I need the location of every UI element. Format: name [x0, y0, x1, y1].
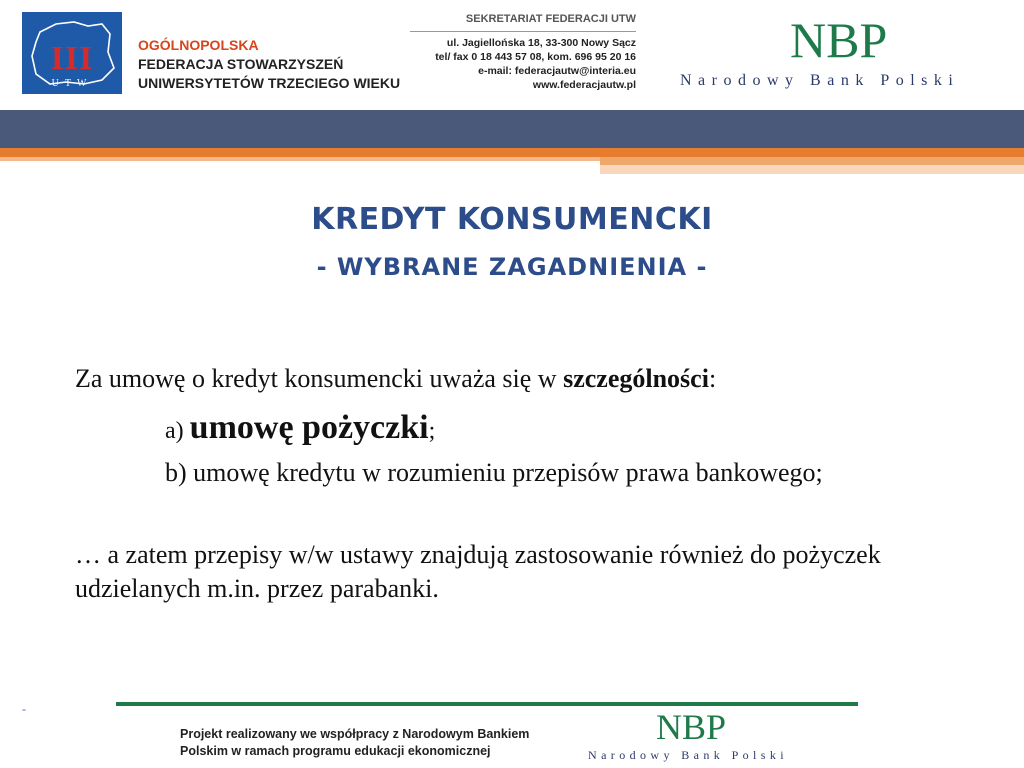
intro-bold: szczególności	[563, 364, 709, 393]
intro-paragraph	[75, 362, 716, 396]
logo-utw-text: UTW	[51, 78, 93, 89]
secretariat-address: ul. Jagiellońska 18, 33-300 Nowy Sącz	[446, 37, 636, 49]
footer-line-1: Projekt realizowany we współpracy z Narodowym Bankiem	[180, 727, 530, 741]
intro-text: Za umowę o kredyt konsumencki uważa się w	[75, 364, 564, 393]
header-bar-peach-right	[600, 165, 1024, 174]
footer-dash: -	[22, 702, 26, 716]
logo-roman-numeral: III	[50, 40, 94, 77]
nbp-subtitle-top: Narodowy Bank Polski	[680, 72, 960, 89]
federation-line-3: UNIWERSYTETÓW TRZECIEGO WIEKU	[138, 75, 401, 91]
item-a-prefix: a)	[165, 418, 190, 444]
item-a-bold: umowę pożyczki	[189, 409, 429, 446]
federation-line-1: OGÓLNOPOLSKA	[138, 37, 259, 53]
slide-title: KREDYT KONSUMENCKI	[311, 202, 713, 237]
slide-subtitle: - WYBRANE ZAGADNIENIA -	[316, 253, 708, 281]
nbp-logo-top: NBP	[790, 12, 888, 68]
item-a	[165, 408, 435, 451]
header-bar-peach-left	[0, 157, 600, 161]
federation-line-2: FEDERACJA STOWARZYSZEŃ	[138, 56, 344, 72]
header-bar-orange	[0, 148, 1024, 157]
header-bar-blue	[0, 110, 1024, 148]
secretariat-title: SEKRETARIAT FEDERACJI UTW	[410, 12, 636, 32]
secretariat-phone: tel/ fax 0 18 443 57 08, kom. 696 95 20 16	[435, 51, 636, 63]
secretariat-email: e-mail: federacjautw@interia.eu	[478, 65, 636, 77]
nbp-logo-bottom: NBP	[656, 707, 727, 747]
federation-name	[138, 36, 400, 93]
secretariat-contact	[410, 12, 636, 92]
footer-divider	[116, 702, 858, 706]
conclusion-paragraph: … a zatem przepisy w/w ustawy znajdują zastosowanie również do pożyczek udzielanych m.in. przez parabanki.	[75, 540, 881, 603]
utw-logo	[22, 12, 122, 94]
secretariat-website: www.federacjautw.pl	[532, 79, 636, 91]
footer-line-2: Polskim w ramach programu edukacji ekonomicznej	[180, 744, 491, 758]
intro-end: :	[708, 364, 717, 393]
item-b: b) umowę kredytu w rozumieniu przepisów prawa bankowego;	[165, 458, 823, 487]
nbp-subtitle-bottom: Narodowy Bank Polski	[588, 748, 788, 762]
item-a-end: ;	[428, 418, 436, 444]
footer-project-text	[180, 726, 529, 760]
header-bar-orange-right	[600, 157, 1024, 165]
